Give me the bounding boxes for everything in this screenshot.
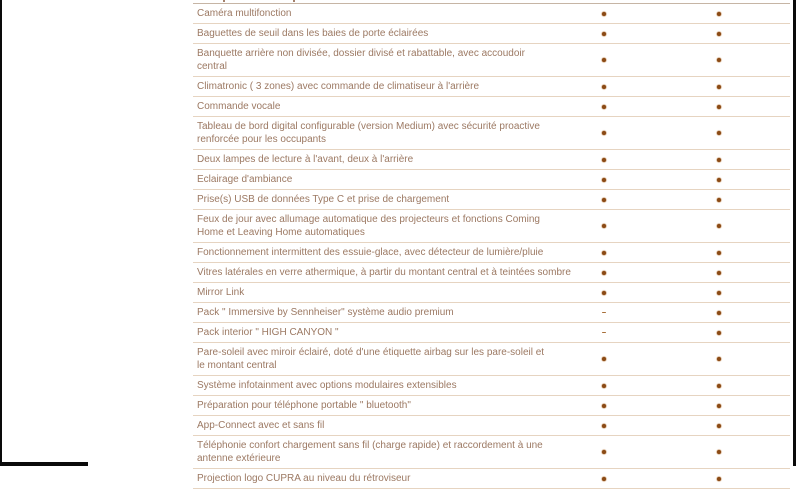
feature-label [193, 326, 790, 339]
availability-marker-col1 [598, 243, 610, 262]
included-dot-marker [602, 224, 606, 228]
included-dot-marker [717, 357, 721, 361]
availability-marker-col2 [713, 24, 725, 43]
availability-marker-col1 [598, 303, 610, 322]
availability-marker-col1 [598, 469, 610, 488]
clipped-text-remnant [223, 0, 225, 2]
feature-label [193, 399, 790, 412]
feature-label [193, 47, 790, 73]
availability-marker-col2 [713, 77, 725, 96]
window-border-left [0, 0, 2, 466]
included-dot-marker [602, 85, 606, 89]
included-dot-marker [602, 291, 606, 295]
included-dot-marker [717, 384, 721, 388]
feature-label [193, 472, 790, 485]
included-dot-marker [602, 477, 606, 481]
availability-marker-col1 [598, 263, 610, 282]
feature-label [193, 246, 790, 259]
feature-label [193, 100, 790, 113]
feature-label-line: Prise(s) USB de données Type C et prise de chargement [197, 194, 450, 205]
feature-label [193, 7, 790, 20]
feature-label-line: Home et Leaving Home automatiques [197, 227, 365, 238]
feature-label-line: Projection logo CUPRA au niveau du rétroviseur [197, 473, 411, 484]
included-dot-marker [602, 357, 606, 361]
feature-label-line: Pack interior " HIGH CANYON " [197, 327, 339, 338]
availability-marker-col1 [598, 77, 610, 96]
feature-label-line: Mirror Link [197, 287, 245, 298]
table-row [193, 4, 790, 24]
included-dot-marker [717, 131, 721, 135]
availability-marker-col1 [598, 44, 610, 76]
table-row [193, 44, 790, 77]
table-row [193, 117, 790, 150]
table-row [193, 343, 790, 376]
included-dot-marker [717, 404, 721, 408]
included-dot-marker [717, 311, 721, 315]
feature-label [193, 213, 790, 239]
availability-marker-col2 [713, 4, 725, 23]
table-row [193, 396, 790, 416]
feature-label [193, 306, 790, 319]
availability-marker-col1 [598, 323, 610, 342]
included-dot-marker [602, 105, 606, 109]
availability-marker-col2 [713, 190, 725, 209]
availability-marker-col2 [713, 243, 725, 262]
availability-marker-col2 [713, 170, 725, 189]
availability-marker-col2 [713, 469, 725, 488]
availability-marker-col2 [713, 44, 725, 76]
feature-label-line: Téléphonie confort chargement sans fil (charge rapide) et raccordement à une [197, 440, 543, 451]
feature-label-line: le montant central [197, 360, 277, 371]
not-available-dash-marker [602, 312, 606, 314]
included-dot-marker [717, 291, 721, 295]
included-dot-marker [602, 178, 606, 182]
availability-marker-col1 [598, 343, 610, 375]
table-row [193, 283, 790, 303]
feature-label-line: Vitres latérales en verre athermique, à partir du montant central et à teintées sombre [197, 267, 571, 278]
feature-label-line: antenne extérieure [197, 453, 281, 464]
availability-marker-col2 [713, 436, 725, 468]
table-row [193, 24, 790, 44]
included-dot-marker [602, 271, 606, 275]
included-dot-marker [602, 251, 606, 255]
feature-label [193, 120, 790, 146]
availability-marker-col2 [713, 376, 725, 395]
included-dot-marker [602, 131, 606, 135]
feature-label-line: Banquette arrière non divisée, dossier divisé et rabattable, avec accoudoir [197, 48, 525, 59]
not-available-dash-marker [602, 332, 606, 334]
feature-label-line: Pack " Immersive by Sennheiser" système audio premium [197, 307, 454, 318]
feature-label-line: Pare-soleil avec miroir éclairé, doté d'une étiquette airbag sur les pare-soleil et [197, 347, 545, 358]
table-row [193, 210, 790, 243]
included-dot-marker [602, 450, 606, 454]
feature-label [193, 153, 790, 166]
availability-marker-col2 [713, 263, 725, 282]
table-row [193, 323, 790, 343]
window-border-right [793, 0, 796, 466]
table-row [193, 436, 790, 469]
availability-marker-col1 [598, 24, 610, 43]
included-dot-marker [717, 12, 721, 16]
included-dot-marker [602, 404, 606, 408]
availability-marker-col1 [598, 283, 610, 302]
availability-marker-col2 [713, 323, 725, 342]
availability-marker-col1 [598, 210, 610, 242]
included-dot-marker [717, 105, 721, 109]
feature-label-line: Préparation pour téléphone portable " bluetooth" [197, 400, 411, 411]
feature-label [193, 286, 790, 299]
availability-marker-col1 [598, 150, 610, 169]
table-row [193, 77, 790, 97]
feature-label [193, 27, 790, 40]
feature-label-line: Fonctionnement intermittent des essuie-glace, avec détecteur de lumière/pluie [197, 247, 544, 258]
availability-marker-col2 [713, 283, 725, 302]
feature-label-line: App-Connect avec et sans fil [197, 420, 325, 431]
equipment-table [193, 0, 790, 489]
feature-label-line: central [197, 61, 228, 72]
feature-label [193, 379, 790, 392]
included-dot-marker [602, 32, 606, 36]
table-row [193, 97, 790, 117]
availability-marker-col1 [598, 4, 610, 23]
table-row [193, 150, 790, 170]
included-dot-marker [602, 198, 606, 202]
included-dot-marker [602, 424, 606, 428]
feature-label [193, 419, 790, 432]
included-dot-marker [717, 178, 721, 182]
table-row [193, 303, 790, 323]
availability-marker-col1 [598, 117, 610, 149]
feature-label [193, 80, 790, 93]
included-dot-marker [717, 58, 721, 62]
table-row [193, 263, 790, 283]
included-dot-marker [717, 450, 721, 454]
table-row [193, 243, 790, 263]
included-dot-marker [717, 424, 721, 428]
included-dot-marker [717, 477, 721, 481]
availability-marker-col2 [713, 117, 725, 149]
table-row [193, 190, 790, 210]
clipped-text-remnant [293, 0, 295, 2]
availability-marker-col1 [598, 376, 610, 395]
feature-label-line: Deux lampes de lecture à l'avant, deux à l'arrière [197, 154, 414, 165]
included-dot-marker [602, 58, 606, 62]
included-dot-marker [717, 224, 721, 228]
table-row [193, 376, 790, 396]
included-dot-marker [717, 85, 721, 89]
availability-marker-col2 [713, 150, 725, 169]
table-row [193, 416, 790, 436]
feature-label-line: Tableau de bord digital configurable (version Medium) avec sécurité proactive [197, 121, 540, 132]
feature-label-line: Caméra multifonction [197, 8, 292, 19]
feature-label [193, 193, 790, 206]
feature-label [193, 266, 790, 279]
window-border-bottom-strip [0, 462, 88, 466]
feature-label [193, 346, 790, 372]
included-dot-marker [717, 271, 721, 275]
feature-label-line: Eclairage d'ambiance [197, 174, 293, 185]
availability-marker-col2 [713, 416, 725, 435]
availability-marker-col1 [598, 416, 610, 435]
feature-label [193, 173, 790, 186]
table-row [193, 469, 790, 489]
included-dot-marker [602, 158, 606, 162]
included-dot-marker [717, 331, 721, 335]
availability-marker-col1 [598, 436, 610, 468]
availability-marker-col1 [598, 190, 610, 209]
availability-marker-col1 [598, 97, 610, 116]
availability-marker-col2 [713, 210, 725, 242]
included-dot-marker [717, 158, 721, 162]
feature-label [193, 439, 790, 465]
feature-label-line: Commande vocale [197, 101, 281, 112]
included-dot-marker [602, 12, 606, 16]
feature-label-line: Feux de jour avec allumage automatique des projecteurs et fonctions Coming [197, 214, 540, 225]
feature-label-line: Baguettes de seuil dans les baies de porte éclairées [197, 28, 429, 39]
availability-marker-col2 [713, 396, 725, 415]
availability-marker-col2 [713, 97, 725, 116]
feature-label-line: renforcée pour les occupants [197, 134, 326, 145]
availability-marker-col1 [598, 396, 610, 415]
included-dot-marker [717, 251, 721, 255]
availability-marker-col2 [713, 343, 725, 375]
availability-marker-col2 [713, 303, 725, 322]
availability-marker-col1 [598, 170, 610, 189]
feature-label-line: Système infotainment avec options modulaires extensibles [197, 380, 457, 391]
included-dot-marker [717, 32, 721, 36]
table-row [193, 170, 790, 190]
included-dot-marker [602, 384, 606, 388]
included-dot-marker [717, 198, 721, 202]
feature-label-line: Climatronic ( 3 zones) avec commande de climatiseur à l'arrière [197, 81, 480, 92]
